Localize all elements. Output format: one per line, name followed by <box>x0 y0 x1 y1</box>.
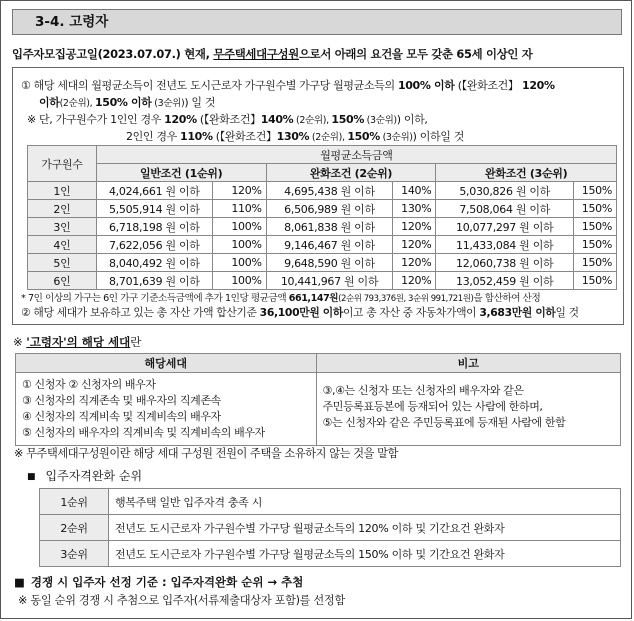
req1-d-bold2: 130% <box>276 130 310 143</box>
remark-line: ③,④는 신청자 또는 신청자의 배우자와 같은 <box>322 384 524 397</box>
general-amount-cell: 4,024,661 원 이하 <box>96 182 212 200</box>
col-income: 월평균소득금액 <box>96 146 616 164</box>
col-relax3: 완화조건 (3순위) <box>436 164 617 182</box>
notice-prefix: 입주자모집공고일(2023.07.07.) 현재, <box>12 47 214 61</box>
rule-title-text: 경쟁 시 입주자 선정 기준 : 입주자격완화 순위 → 추첨 <box>30 575 304 589</box>
req1-c-small2: (3순위) <box>364 115 397 126</box>
relax2-amount-cell: 10,441,967 원 이하 <box>266 272 393 290</box>
general-amount-cell: 6,718,198 원 이하 <box>96 218 212 236</box>
relax3-percent-cell: 150% <box>573 218 616 236</box>
req2-bold: 36,100만원 이하 <box>259 306 343 319</box>
income-row <box>28 218 617 236</box>
relax-title <box>27 467 142 484</box>
relax3-percent-cell: 150% <box>573 200 616 218</box>
req2-line <box>21 305 579 320</box>
general-amount-cell: 8,040,492 원 이하 <box>96 254 212 272</box>
req1-c-tail: ) 이하, <box>396 113 428 126</box>
req1-c-mid: (【완화조건】 <box>196 113 261 126</box>
req1-d-bold: 110% <box>180 130 213 143</box>
relax3-amount-cell: 10,077,297 원 이하 <box>436 218 574 236</box>
income-table <box>27 145 617 290</box>
relax2-percent-cell: 120% <box>393 218 436 236</box>
heading2-suffix: 란 <box>130 335 142 349</box>
relax-rank-cell: 3순위 <box>40 541 109 567</box>
income-row <box>28 200 617 218</box>
household-line: ⑤ 신청자의 배우자의 직계비속 및 직계비속의 배우자 <box>22 426 265 439</box>
relax-table <box>39 488 621 567</box>
relax3-percent-cell: 150% <box>573 236 616 254</box>
household-count-cell: 5인 <box>28 254 97 272</box>
relax2-amount-cell: 9,146,467 원 이하 <box>266 236 393 254</box>
square-bullet-icon: ■ <box>14 575 25 589</box>
income-row <box>28 236 617 254</box>
household-line: ③ 신청자의 직계존속 및 배우자의 직계존속 <box>22 394 221 407</box>
req1-line-b <box>39 94 215 110</box>
notice-suffix: 으로서 아래의 요건을 모두 갖춘 65세 이상인 자 <box>298 47 533 61</box>
relax-desc-cell: 행복주택 일반 입주자격 충족 시 <box>109 489 621 515</box>
relax3-amount-cell: 12,060,738 원 이하 <box>436 254 574 272</box>
req1-d-tail: ) 이하일 것 <box>412 130 464 143</box>
heading2-prefix: ※ <box>13 335 27 349</box>
relax-rank-cell: 1순위 <box>40 489 109 515</box>
income-row <box>28 182 617 200</box>
household-heading <box>13 334 141 350</box>
relax-row <box>40 541 621 567</box>
household-count-cell: 1인 <box>28 182 97 200</box>
general-percent-cell: 100% <box>212 218 266 236</box>
col-general: 일반조건 (1순위) <box>96 164 266 182</box>
general-percent-cell: 100% <box>212 236 266 254</box>
relax2-percent-cell: 140% <box>393 182 436 200</box>
eligibility-notice <box>12 46 624 62</box>
relax3-percent-cell: 150% <box>573 182 616 200</box>
general-percent-cell: 100% <box>212 254 266 272</box>
household-count-cell: 6인 <box>28 272 97 290</box>
square-bullet-icon: ■ <box>27 472 36 482</box>
req1-a-tail: (【완화조건】 <box>454 79 519 92</box>
footnote-bold: 661,147원 <box>288 293 339 304</box>
req1-d-mid: (【완화조건】 <box>212 130 277 143</box>
household-count-cell: 2인 <box>28 200 97 218</box>
req1-a: ① 해당 세대의 월평균소득이 전년도 도시근로자 가구원수별 가구당 월평균소득의 <box>21 79 398 92</box>
col-relax2: 완화조건 (2순위) <box>266 164 436 182</box>
relax-desc-cell: 전년도 도시근로자 가구원수별 가구당 월평균소득의 120% 이하 및 기간요건 완화자 <box>109 515 621 541</box>
relax3-percent-cell: 150% <box>573 272 616 290</box>
heading2-underlined: '고령자'의 해당 세대 <box>26 335 131 349</box>
req1-line-a <box>21 77 555 93</box>
footnote-tail: 을 합산하여 산정 <box>473 293 541 304</box>
req2-tail: 일 것 <box>555 306 579 319</box>
income-row <box>28 272 617 290</box>
household-line: ① 신청자 ② 신청자의 배우자 <box>22 378 156 391</box>
req1-b-small2: (3순위) <box>151 98 185 109</box>
relax-desc-cell: 전년도 도시근로자 가구원수별 가구당 월평균소득의 150% 이하 및 기간요건 완화자 <box>109 541 621 567</box>
req1-c-bold3: 150% <box>331 113 365 126</box>
req1-c-bold: 120% <box>164 113 197 126</box>
notice-underlined: 무주택세대구성원 <box>213 47 299 61</box>
req1-d-small2: (3순위) <box>379 132 413 143</box>
req1-b-bold2: 150% 이하 <box>94 96 152 109</box>
household-count-cell: 3인 <box>28 218 97 236</box>
relax2-amount-cell: 4,695,438 원 이하 <box>266 182 393 200</box>
req1-b-bold: 이하 <box>39 96 60 109</box>
footnote <box>21 290 540 304</box>
relax2-amount-cell: 6,506,989 원 이하 <box>266 200 393 218</box>
remark-line: 주민등록표등본에 등재되어 있는 사람에 한하며, <box>322 400 543 413</box>
relax3-amount-cell: 5,030,826 원 이하 <box>436 182 574 200</box>
relax3-amount-cell: 11,433,084 원 이하 <box>436 236 574 254</box>
footnote-a: * 7인 이상의 가구는 6인 가구 기준소득금액에 추가 1인당 평균금액 <box>21 293 289 304</box>
relax-row <box>40 489 621 515</box>
req1-d-bold3: 150% <box>347 130 380 143</box>
general-percent-cell: 100% <box>212 272 266 290</box>
req2-bold2: 3,683만원 이하 <box>479 306 556 319</box>
col-household: 가구원수 <box>28 146 97 182</box>
req1-d-small: (2순위), <box>309 132 348 143</box>
req1-d: 2인인 경우 <box>126 130 181 143</box>
relax2-percent-cell: 120% <box>393 272 436 290</box>
general-amount-cell: 8,701,639 원 이하 <box>96 272 212 290</box>
req1-b-small: (2순위), <box>59 98 95 109</box>
relax2-percent-cell: 120% <box>393 254 436 272</box>
households-list <box>16 373 317 446</box>
selection-rule-title <box>14 574 303 590</box>
relax-title-text: 입주자격완화 순위 <box>45 469 143 483</box>
relax-row <box>40 515 621 541</box>
col-households: 해당세대 <box>16 354 317 373</box>
footnote-small: (2순위 793,376원, 3순위 991,721원) <box>338 294 474 304</box>
remark-line: ⑤는 신청자와 같은 주민등록표에 등재된 사람에 한함 <box>322 416 566 429</box>
req1-c-small: (2순위), <box>293 115 332 126</box>
relax3-percent-cell: 150% <box>573 254 616 272</box>
req2-a: ② 해당 세대가 보유하고 있는 총 자산 가액 합산기준 <box>21 306 260 319</box>
req1-line-c <box>27 111 428 127</box>
selection-rule-note: ※ 동일 순위 경쟁 시 추첨으로 입주자(서류제출대상자 포함)를 선정함 <box>18 594 345 607</box>
relax-rank-cell: 2순위 <box>40 515 109 541</box>
req1-c-bold2: 140% <box>260 113 294 126</box>
req2-mid: 이고 총 자산 중 자동차가액이 <box>342 306 480 319</box>
req1-a-bold: 100% 이하 <box>397 79 455 92</box>
household-count-cell: 4인 <box>28 236 97 254</box>
req1-c: ※ 단, 가구원수가 1인인 경우 <box>27 113 165 126</box>
general-percent-cell: 110% <box>212 200 266 218</box>
income-row <box>28 254 617 272</box>
households-table <box>15 353 621 446</box>
requirements-box <box>12 67 624 325</box>
req1-a-bold2: 120% <box>518 79 555 92</box>
general-amount-cell: 5,505,914 원 이하 <box>96 200 212 218</box>
relax2-amount-cell: 9,648,590 원 이하 <box>266 254 393 272</box>
general-percent-cell: 120% <box>212 182 266 200</box>
section-title: 3-4. 고령자 <box>12 9 622 35</box>
relax3-amount-cell: 7,508,064 원 이하 <box>436 200 574 218</box>
col-remarks: 비고 <box>316 354 620 373</box>
remarks-cell <box>316 373 620 446</box>
relax2-amount-cell: 8,061,838 원 이하 <box>266 218 393 236</box>
relax2-percent-cell: 120% <box>393 236 436 254</box>
homeless-note: ※ 무주택세대구성원이란 해당 세대 구성원 전원이 주택을 소유하지 않는 것을 말함 <box>14 447 398 460</box>
relax2-percent-cell: 130% <box>393 200 436 218</box>
general-amount-cell: 7,622,056 원 이하 <box>96 236 212 254</box>
relax3-amount-cell: 13,052,459 원 이하 <box>436 272 574 290</box>
household-line: ④ 신청자의 직계비속 및 직계비속의 배우자 <box>22 410 221 423</box>
req1-b-tail: ) 일 것 <box>184 96 216 109</box>
req1-line-d <box>126 128 464 144</box>
